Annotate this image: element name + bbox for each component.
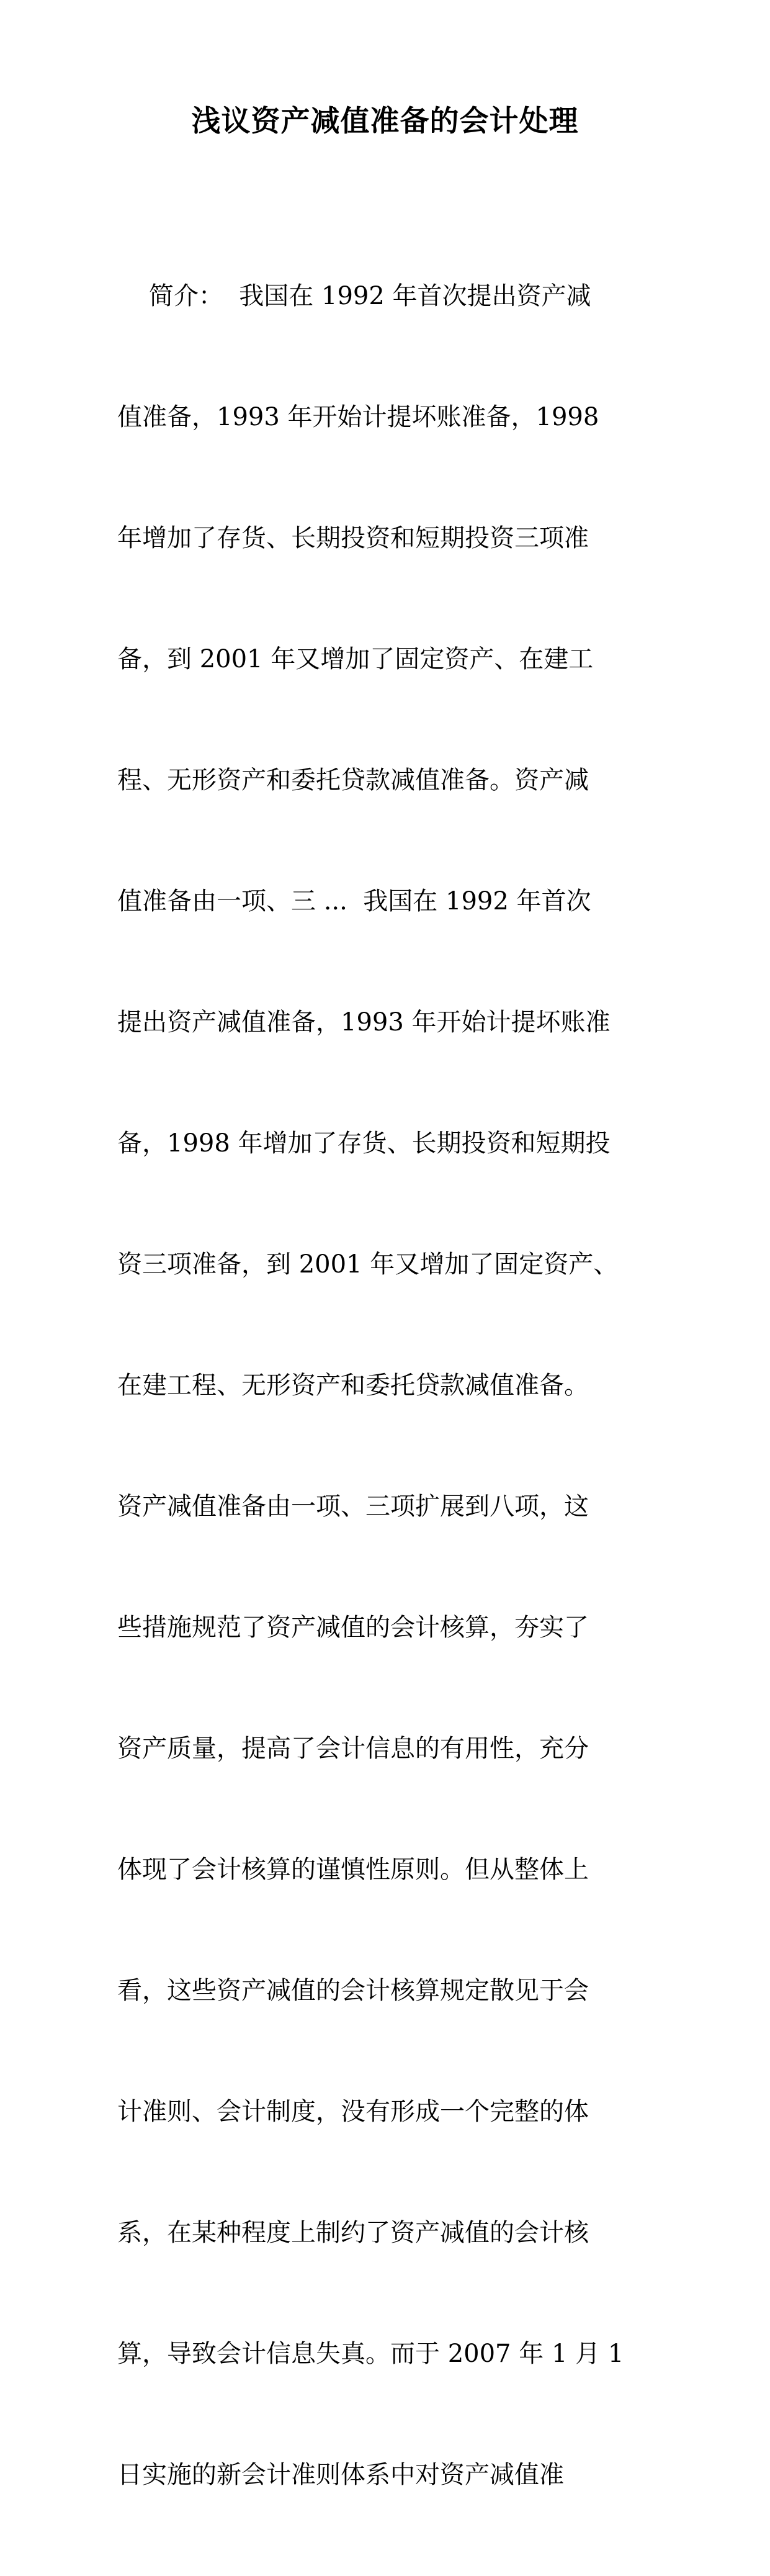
body-line: 资产减值准备由一项、三项扩展到八项，这 <box>117 1492 589 1521</box>
body-line: 计准则、会计制度，没有形成一个完整的体 <box>117 2097 589 2126</box>
body-line: 资产质量，提高了会计信息的有用性，充分 <box>117 1734 589 1763</box>
document-body <box>117 196 657 2576</box>
document-title: 浅议资产减值准备的会计处理 <box>191 104 579 138</box>
body-line: 算，导致会计信息失真。而于 2007 年 1 月 1 <box>117 2340 624 2368</box>
body-line: 看，这些资产减值的会计核算规定散见于会 <box>117 1976 589 2005</box>
body-line: 在建工程、无形资产和委托贷款减值准备。 <box>117 1371 589 1400</box>
body-line: 资三项准备，到 2001 年又增加了固定资产、 <box>117 1250 619 1279</box>
body-line: 提出资产减值准备，1993 年开始计提坏账准 <box>117 1008 611 1037</box>
body-line: 日实施的新会计准则体系中对资产减值准 <box>117 2461 564 2489</box>
body-line: 年增加了存货、长期投资和短期投资三项准 <box>117 524 589 552</box>
body-line: 值准备，1993 年开始计提坏账准备，1998 <box>117 403 599 431</box>
body-line: 些措施规范了资产减值的会计核算，夯实了 <box>117 1613 589 1642</box>
body-line: 值准备由一项、三 ... 我国在 1992 年首次 <box>117 887 591 916</box>
body-line: 体现了会计核算的谨慎性原则。但从整体上 <box>117 1855 589 1884</box>
body-line: 备，到 2001 年又增加了固定资产、在建工 <box>117 645 594 673</box>
body-line: 简介： 我国在 1992 年首次提出资产减 <box>117 282 591 310</box>
body-line: 程、无形资产和委托贷款减值准备。资产减 <box>117 766 589 795</box>
body-line: 备，1998 年增加了存货、长期投资和短期投 <box>117 1129 611 1158</box>
body-line: 系，在某种程度上制约了资产减值的会计核 <box>117 2218 589 2247</box>
